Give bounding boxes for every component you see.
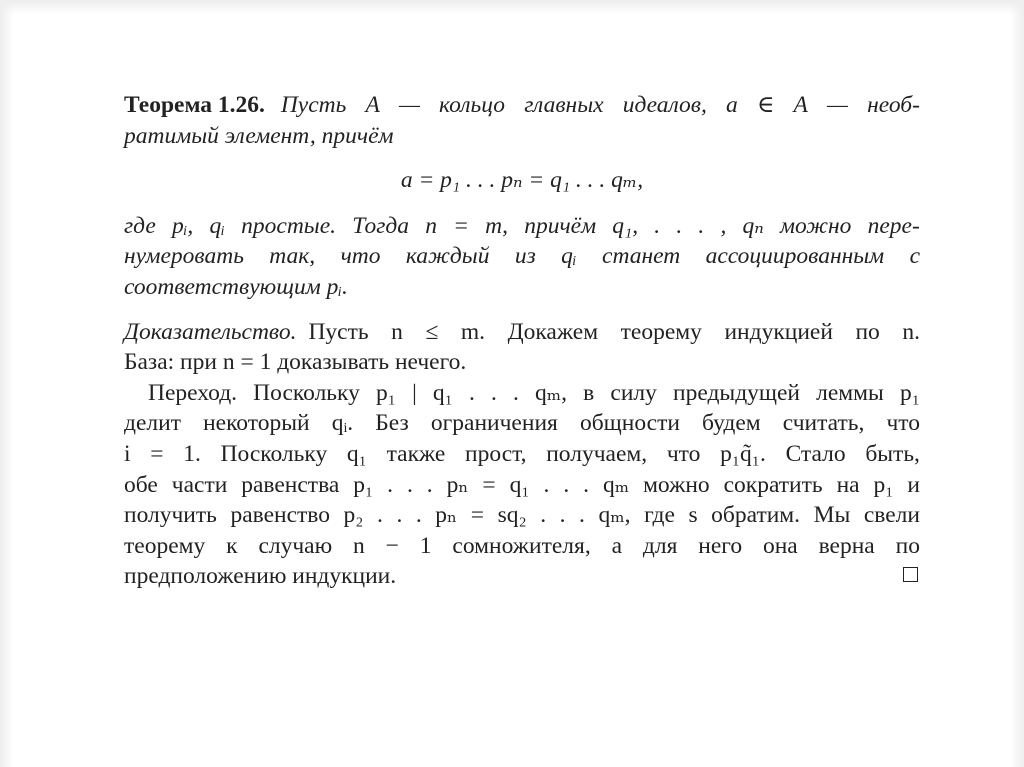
word: быть,: [865, 440, 920, 467]
word: ∈: [756, 92, 775, 118]
word: m.: [460, 318, 486, 345]
word: A: [793, 92, 808, 118]
word: по: [895, 532, 920, 559]
word: она: [762, 532, 798, 559]
word: пере-: [867, 212, 920, 239]
word: pₙ: [435, 502, 458, 529]
word: делит: [124, 410, 181, 437]
word: q₁,: [612, 212, 639, 239]
word: .: [540, 502, 547, 529]
proof-line-9: [124, 561, 920, 592]
proof-line-6: [124, 470, 920, 501]
word: него: [698, 532, 743, 559]
word: −: [385, 532, 399, 559]
word: Переход.: [148, 379, 238, 406]
word: s: [688, 502, 698, 529]
word: станет: [602, 243, 681, 270]
word: считать,: [782, 410, 865, 437]
word: .: [387, 471, 393, 498]
word: Мы: [813, 502, 851, 529]
word: силу: [610, 379, 657, 406]
slide-shadow-top: [0, 0, 1024, 14]
document-body: [124, 90, 920, 592]
word: .: [583, 471, 590, 498]
word: pₙ: [446, 471, 469, 498]
word: будем: [702, 410, 761, 437]
word: где: [124, 212, 156, 239]
proof-line-3: [124, 378, 920, 409]
word: из: [514, 243, 536, 270]
word: n: [353, 532, 365, 559]
word: ассоциированным: [705, 243, 885, 270]
word: что: [340, 243, 381, 270]
word: по: [855, 318, 880, 345]
word: p₂: [343, 502, 364, 529]
word: =: [150, 440, 164, 467]
word: индукцией: [724, 318, 833, 345]
word: также: [386, 440, 446, 467]
slide-shadow-left: [0, 0, 14, 767]
word: необ-: [867, 92, 920, 118]
word: .: [698, 212, 705, 239]
word: p₁: [353, 471, 374, 498]
word: Поскольку: [253, 379, 360, 406]
theorem-line-1: [124, 90, 920, 121]
word: .: [396, 502, 403, 529]
word: .: [468, 379, 475, 406]
word: где: [644, 502, 675, 529]
theorem-heading: Теорема 1.26.: [124, 92, 265, 118]
word: и: [907, 471, 920, 498]
word: нумеровать: [124, 243, 244, 270]
word: сократить: [723, 471, 823, 498]
word: p₁: [375, 379, 396, 406]
word: каждый: [405, 243, 490, 270]
word: так,: [269, 243, 316, 270]
theorem-line-4: [124, 241, 920, 272]
word: причём: [524, 212, 597, 239]
word: части: [171, 471, 228, 498]
proof-line-5: [124, 439, 920, 470]
word: теорему: [620, 318, 702, 345]
word: —: [398, 92, 420, 118]
proof-label: Доказательство.: [124, 318, 297, 345]
theorem-formula: a = p₁ . . . pₙ = q₁ . . . qₘ,: [400, 167, 644, 194]
word: Стало: [785, 440, 846, 467]
word: qᵢ: [209, 212, 225, 239]
word: для: [642, 532, 678, 559]
word: равенства: [241, 471, 340, 498]
word: кольцо: [439, 92, 506, 118]
word: общности: [579, 410, 680, 437]
word: ,: [720, 212, 727, 239]
word: qᵢ: [561, 243, 577, 270]
word: можно: [643, 471, 710, 498]
word: —: [827, 92, 848, 118]
word: n.: [902, 318, 920, 345]
word: p₁q̃₁.: [720, 440, 766, 467]
theorem-line-3: [124, 211, 920, 242]
word: идеалов,: [622, 92, 707, 118]
word: 1: [419, 532, 432, 559]
word: A: [365, 92, 380, 118]
word: Пусть: [280, 92, 347, 118]
word: .: [426, 471, 433, 498]
word: qₘ,: [598, 502, 631, 529]
word: обратим.: [711, 502, 801, 529]
word: получить: [124, 502, 217, 529]
proof-line-7: [124, 500, 920, 531]
proof-line-2: База: при n = 1 доказывать нечего.: [124, 349, 467, 376]
word: равенство: [230, 502, 330, 529]
word: Пусть: [308, 318, 369, 345]
word: ограничения: [430, 410, 558, 437]
word: .: [543, 471, 550, 498]
proof-line-9-text: предположению индукции.: [124, 563, 397, 590]
word: qₘ: [602, 471, 630, 498]
word: Тогда: [352, 212, 409, 239]
word: q₁: [346, 440, 367, 467]
word: .: [512, 379, 519, 406]
proof-line-1-text: [308, 317, 920, 348]
word: обе: [124, 471, 158, 498]
word: свели: [863, 502, 920, 529]
theorem-text-1: [281, 90, 920, 121]
word: на: [836, 471, 860, 498]
word: к: [226, 532, 238, 559]
word: .: [676, 212, 683, 239]
word: a: [726, 92, 738, 118]
word: главных: [524, 92, 604, 118]
word: предыдущей: [673, 379, 801, 406]
word: =: [470, 502, 485, 529]
word: q₁: [432, 379, 453, 406]
theorem-line-2: ратимый элемент, причём: [124, 122, 394, 149]
word: .: [377, 502, 383, 529]
word: =: [482, 471, 496, 498]
word: некоторый: [203, 410, 310, 437]
word: .: [415, 502, 422, 529]
word: .: [579, 502, 585, 529]
proof-line-4: [124, 408, 920, 439]
word: простые.: [241, 212, 337, 239]
word: .: [563, 471, 570, 498]
word: случаю: [258, 532, 333, 559]
word: ≤: [425, 318, 439, 345]
slide-shadow-right: [1010, 0, 1024, 767]
word: pᵢ,: [171, 212, 194, 239]
word: n: [391, 318, 403, 345]
word: |: [412, 379, 417, 406]
proof-gap: [124, 303, 920, 317]
word: .: [490, 379, 497, 406]
word: sq₂: [497, 502, 527, 529]
qed-square-icon: [903, 567, 918, 582]
word: можно: [780, 212, 852, 239]
word: m,: [485, 212, 509, 239]
word: .: [406, 471, 413, 498]
word: 1.: [183, 440, 201, 467]
word: верна: [818, 532, 875, 559]
word: что: [886, 410, 920, 437]
proof-line-8: [124, 531, 920, 562]
word: получаем,: [546, 440, 648, 467]
word: qᵢ.: [331, 410, 354, 437]
word: леммы: [816, 379, 884, 406]
word: i: [124, 440, 131, 467]
word: qₘ,: [534, 379, 568, 406]
word: Докажем: [507, 318, 599, 345]
word: n: [425, 212, 437, 239]
word: в: [583, 379, 595, 406]
word: .: [654, 212, 661, 239]
word: Поскольку: [220, 440, 328, 467]
word: =: [453, 212, 469, 239]
word: qₙ: [742, 212, 764, 239]
word: Без: [375, 410, 409, 437]
word: p₁: [899, 379, 920, 406]
word: а: [611, 532, 623, 559]
word: p₁: [873, 471, 894, 498]
word: сомножителя,: [452, 532, 591, 559]
word: .: [559, 502, 566, 529]
word: что: [666, 440, 701, 467]
proof-line-1: [124, 317, 920, 348]
word: прост,: [465, 440, 527, 467]
word: теорему: [124, 532, 206, 559]
theorem-line-5: соответствующим pᵢ.: [124, 273, 348, 300]
word: q₁: [509, 471, 530, 498]
word: с: [909, 243, 920, 270]
